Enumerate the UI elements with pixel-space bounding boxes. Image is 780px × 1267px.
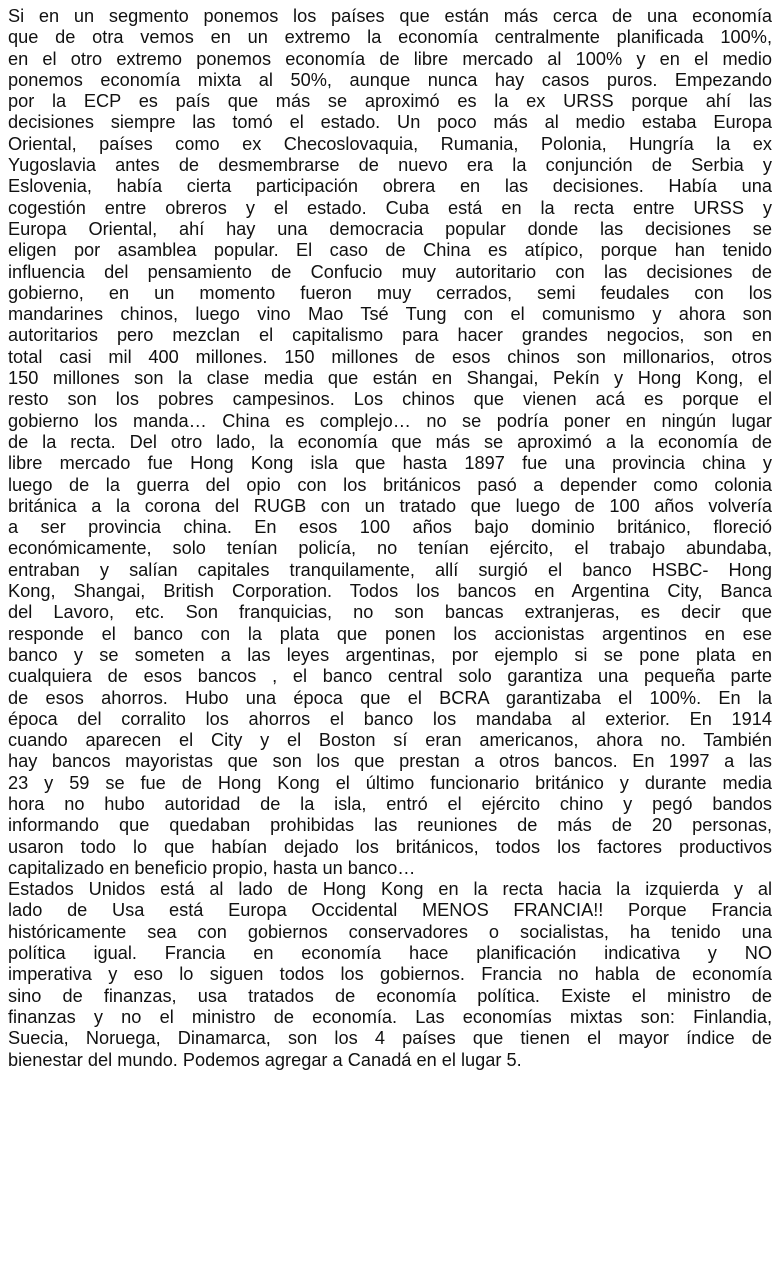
text-line: banco y se someten a las leyes argentinas, por ejemplo si se pone plata en xyxy=(8,644,772,665)
text-line: Oriental, países como ex Checoslovaquia, Rumania, Polonia, Hungría la ex xyxy=(8,133,772,154)
text-line: eligen por asamblea popular. El caso de China es atípico, porque han tenido xyxy=(8,240,772,261)
text-line: autoritarios pero mezclan el capitalismo para hacer grandes negocios, son en xyxy=(8,325,772,346)
text-line: lado de Usa está Europa Occidental MENOS FRANCIA!! Porque Francia xyxy=(8,900,772,921)
text-line: política igual. Francia en economía hace planificación indicativa y NO xyxy=(8,943,772,964)
text-line: bienestar del mundo. Podemos agregar a Canadá en el lugar 5. xyxy=(8,1049,522,1070)
text-line: Eslovenia, había cierta participación obrera en las decisiones. Había una xyxy=(8,176,772,197)
text-line: de la recta. Del otro lado, la economía que más se aproximó a la economía de xyxy=(8,431,772,452)
text-line: finanzas y no el ministro de economía. Las economías mixtas son: Finlandia, xyxy=(8,1006,772,1027)
text-line: resto son los pobres campesinos. Los chinos que vienen acá es porque el xyxy=(8,389,772,410)
document-page xyxy=(8,6,772,1071)
text-line: usaron todo lo que habían dejado los británicos, todos los factores productivos xyxy=(8,836,772,857)
text-line: capitalizado en beneficio propio, hasta un banco… xyxy=(8,857,416,878)
text-line: de esos ahorros. Hubo una época que el BCRA garantizaba el 100%. En la xyxy=(8,687,772,708)
paragraph-planned-vs-market-economies xyxy=(8,6,772,879)
text-line: en el otro extremo ponemos economía de libre mercado al 100% y en el medio xyxy=(8,48,772,69)
text-line: 150 millones son la clase media que están en Shangai, Pekín y Hong Kong, el xyxy=(8,368,772,389)
text-line: Estados Unidos está al lado de Hong Kong en la recta hacia la izquierda y al xyxy=(8,879,772,900)
text-line: Europa Oriental, ahí hay una democracia popular donde las decisiones se xyxy=(8,218,772,239)
paragraph-western-europe-and-mixed-economies xyxy=(8,879,772,1071)
text-line: cuando aparecen el City y el Boston sí eran americanos, ahora no. También xyxy=(8,730,772,751)
text-line: Kong, Shangai, British Corporation. Todos los bancos en Argentina City, Banca xyxy=(8,581,772,602)
text-line: informando que quedaban prohibidas las reuniones de más de 20 personas, xyxy=(8,815,772,836)
text-line: libre mercado fue Hong Kong isla que hasta 1897 fue una provincia china y xyxy=(8,453,772,474)
text-line: Yugoslavia antes de desmembrarse de nuevo era la conjunción de Serbia y xyxy=(8,155,772,176)
text-line: imperativa y eso lo siguen todos los gobiernos. Francia no habla de economía xyxy=(8,964,772,985)
text-line: hora no hubo autoridad de la isla, entró el ejército chino y pegó bandos xyxy=(8,793,772,814)
text-line: entraban y salían capitales tranquilamente, allí surgió el banco HSBC- Hong xyxy=(8,559,772,580)
text-line: gobierno los manda… China es complejo… no se podría poner en ningún lugar xyxy=(8,410,772,431)
text-line: a ser provincia china. En esos 100 años bajo dominio británico, floreció xyxy=(8,517,772,538)
text-line: decisiones siempre las tomó el estado. Un poco más al medio estaba Europa xyxy=(8,112,772,133)
text-line: históricamente sea con gobiernos conservadores o socialistas, ha tenido una xyxy=(8,921,772,942)
text-line: ponemos economía mixta al 50%, aunque nunca hay casos puros. Empezando xyxy=(8,69,772,90)
text-line: Si en un segmento ponemos los países que están más cerca de una economía xyxy=(8,6,772,26)
text-line: hay bancos mayoristas que son los que prestan a otros bancos. En 1997 a las xyxy=(8,751,772,772)
text-line: del Lavoro, etc. Son franquicias, no son bancas extranjeras, es decir que xyxy=(8,602,772,623)
text-line: por la ECP es país que más se aproximó es la ex URSS porque ahí las xyxy=(8,91,772,112)
text-line: que de otra vemos en un extremo la economía centralmente planificada 100%, xyxy=(8,27,772,48)
text-line: luego de la guerra del opio con los británicos pasó a depender como colonia xyxy=(8,474,772,495)
text-line: Suecia, Noruega, Dinamarca, son los 4 países que tienen el mayor índice de xyxy=(8,1028,772,1049)
text-line: época del corralito los ahorros el banco los mandaba al exterior. En 1914 xyxy=(8,708,772,729)
text-line: sino de finanzas, usa tratados de economía política. Existe el ministro de xyxy=(8,985,772,1006)
text-line: cualquiera de esos bancos , el banco central solo garantiza una pequeña parte xyxy=(8,666,772,687)
text-line: 23 y 59 se fue de Hong Kong el último funcionario británico y durante media xyxy=(8,772,772,793)
text-line: responde el banco con la plata que ponen los accionistas argentinos en ese xyxy=(8,623,772,644)
text-line: británica a la corona del RUGB con un tratado que luego de 100 años volvería xyxy=(8,495,772,516)
text-line: gobierno, en un momento fueron muy cerrados, semi feudales con los xyxy=(8,282,772,303)
text-line: cogestión entre obreros y el estado. Cuba está en la recta entre URSS y xyxy=(8,197,772,218)
text-line: mandarines chinos, luego vino Mao Tsé Tung con el comunismo y ahora son xyxy=(8,304,772,325)
text-line: total casi mil 400 millones. 150 millones de esos chinos son millonarios, otros xyxy=(8,346,772,367)
text-line: económicamente, solo tenían policía, no tenían ejército, el trabajo abundaba, xyxy=(8,538,772,559)
text-line: influencia del pensamiento de Confucio muy autoritario con las decisiones de xyxy=(8,261,772,282)
